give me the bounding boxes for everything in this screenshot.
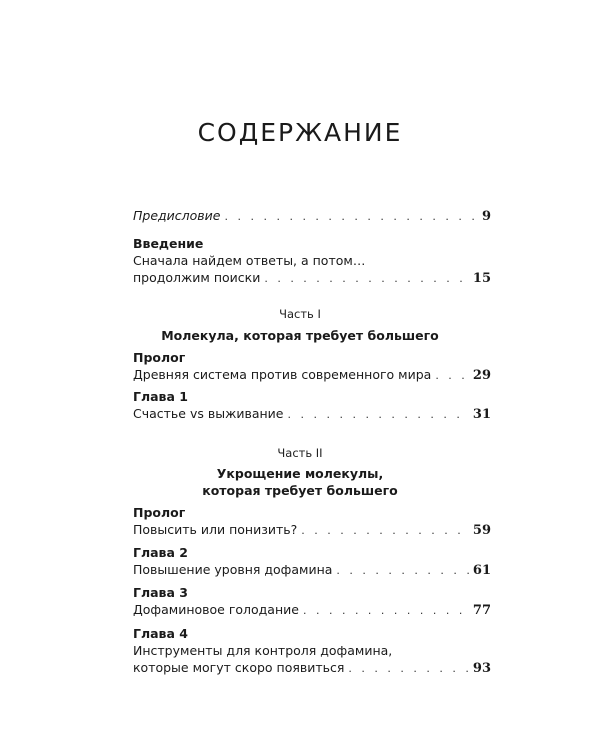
- entry-heading: Глава 3: [133, 585, 188, 600]
- dot-leader: [224, 208, 477, 225]
- toc-entry-preface[interactable]: [133, 207, 491, 225]
- dot-leader: [301, 522, 469, 539]
- part-title-line: которая требует большего: [202, 483, 398, 498]
- toc-entry-chapter-3[interactable]: [133, 585, 491, 619]
- dot-leader: [435, 367, 469, 384]
- entry-title-line: Сначала найдем ответы, а потом…: [133, 253, 366, 268]
- toc-entry-part1-prologue[interactable]: [133, 350, 491, 384]
- page-number: 61: [472, 563, 491, 578]
- dot-leader: [336, 562, 468, 579]
- page-number: 15: [472, 271, 491, 286]
- entry-title: Предисловие: [133, 208, 221, 223]
- part-label: Часть II: [277, 446, 323, 460]
- page-number: 31: [472, 407, 491, 422]
- page-number: 77: [472, 603, 491, 618]
- page-number: 29: [472, 368, 491, 383]
- toc-entry-introduction[interactable]: [133, 236, 491, 287]
- entry-heading: Пролог: [133, 505, 186, 520]
- entry-title-line: которые могут скоро появиться: [133, 660, 345, 675]
- page-title: СОДЕРЖАНИЕ: [197, 118, 403, 147]
- entry-title: Счастье vs выживание: [133, 406, 284, 421]
- page-number: 9: [481, 209, 491, 224]
- dot-leader: [287, 406, 468, 423]
- toc-entry-part2-prologue[interactable]: [133, 505, 491, 539]
- part-title: Молекула, которая требует большего: [161, 328, 439, 343]
- entry-heading: Глава 1: [133, 389, 188, 404]
- dot-leader: [348, 660, 469, 677]
- entry-title: Повышение уровня дофамина: [133, 562, 333, 577]
- part-label: Часть I: [279, 307, 321, 321]
- entry-title-line: продолжим поиски: [133, 270, 261, 285]
- dot-leader: [264, 270, 469, 287]
- dot-leader: [303, 602, 469, 619]
- entry-heading: Глава 2: [133, 545, 188, 560]
- entry-title: Повысить или понизить?: [133, 522, 298, 537]
- toc-entry-chapter-2[interactable]: [133, 545, 491, 579]
- entry-title: Дофаминовое голодание: [133, 602, 299, 617]
- part-title-line: Укрощение молекулы,: [216, 466, 384, 481]
- entry-heading: Пролог: [133, 350, 186, 365]
- entry-title-line: Инструменты для контроля дофамина,: [133, 643, 393, 658]
- entry-heading: Глава 4: [133, 626, 188, 641]
- page-number: 93: [472, 661, 491, 676]
- toc-entry-chapter-1[interactable]: [133, 389, 491, 423]
- toc-entry-chapter-4[interactable]: [133, 626, 491, 677]
- page-number: 59: [472, 523, 491, 538]
- entry-heading: Введение: [133, 236, 204, 251]
- entry-title: Древняя система против современного мира: [133, 367, 432, 382]
